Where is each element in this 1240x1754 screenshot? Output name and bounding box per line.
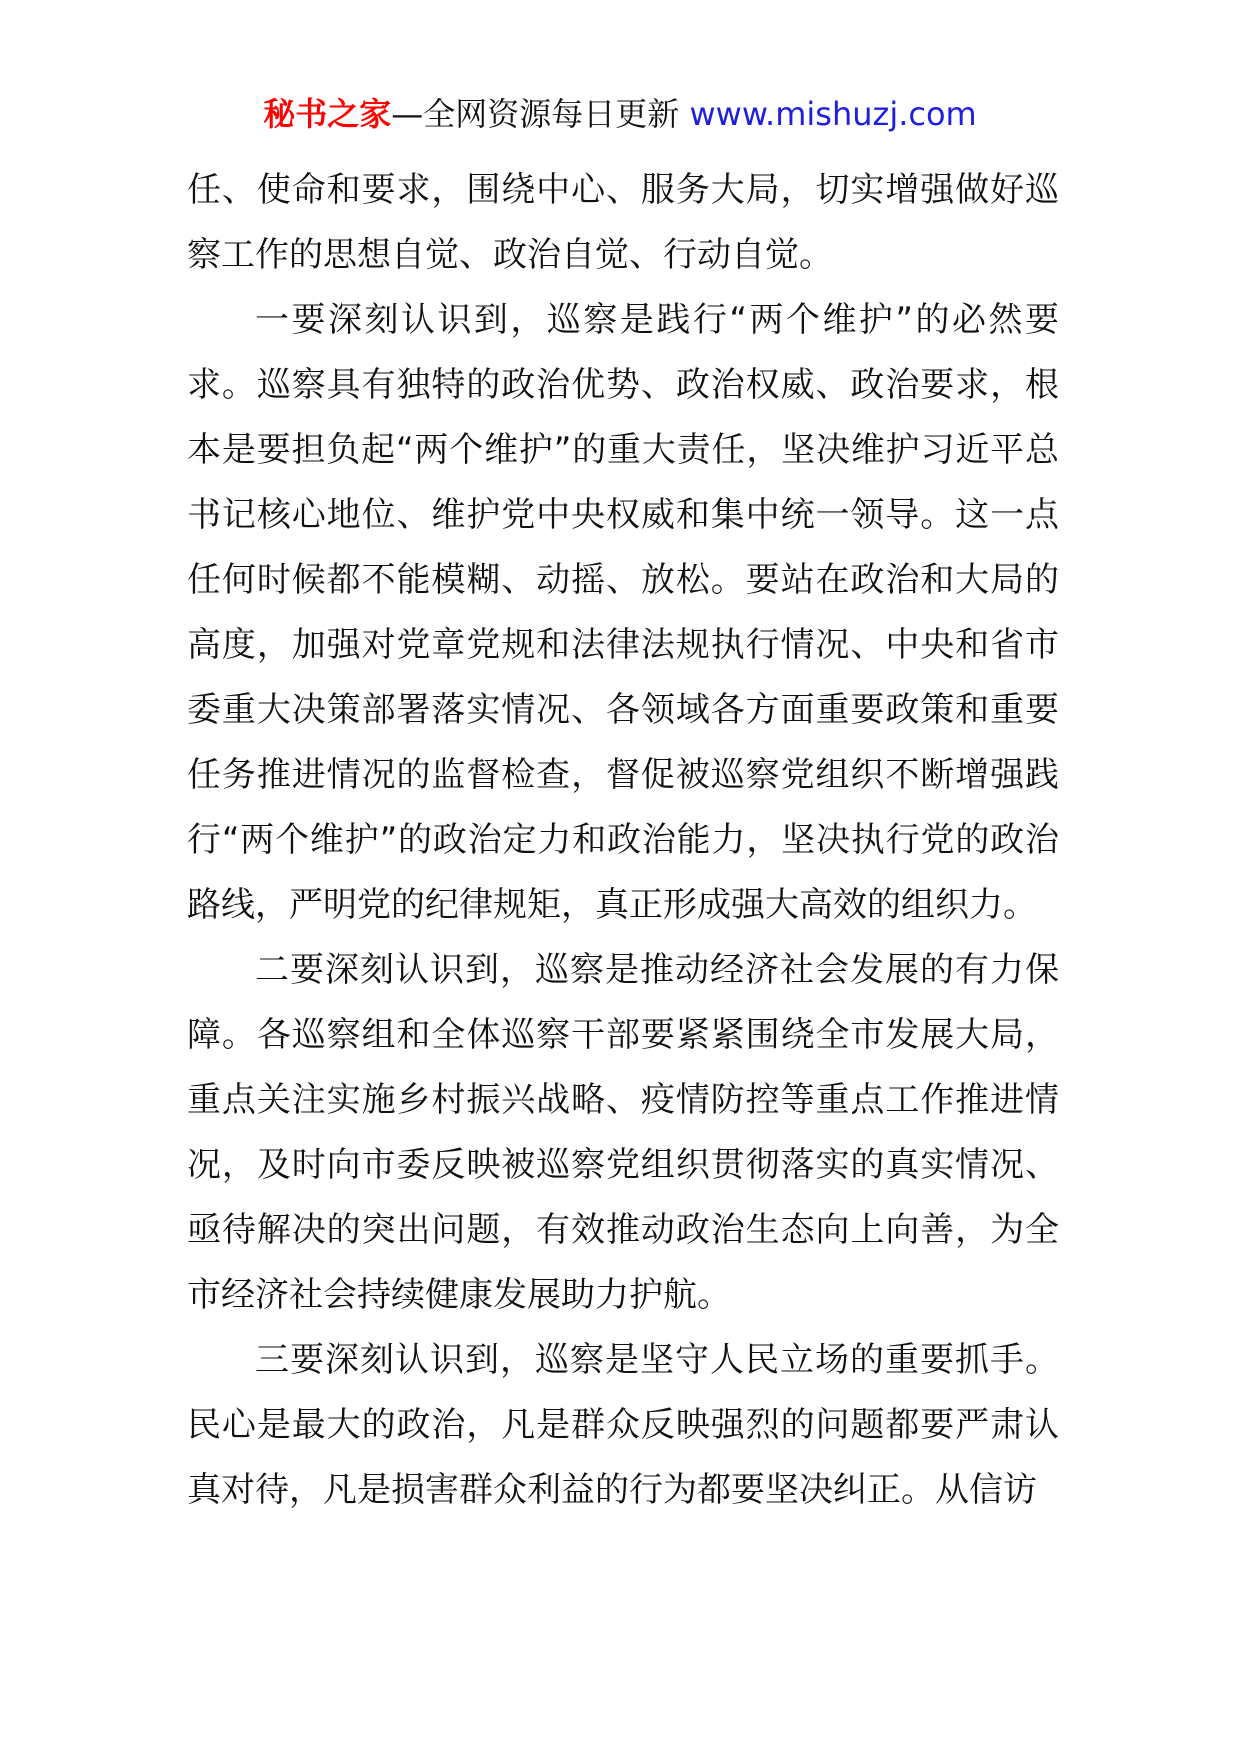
site-header — [0, 92, 1240, 136]
site-brand: 秘书之家 — [263, 95, 392, 133]
paragraph-continuation: 任、使命和要求，围绕中心、服务大局，切实增强做好巡察工作的思想自觉、政治自觉、行动自觉。 — [187, 170, 1059, 275]
site-url[interactable]: www.mishuzj.com — [689, 95, 977, 133]
paragraph-point-two: 二要深刻认识到，巡察是推动经济社会发展的有力保障。各巡察组和全体巡察干部要紧紧围绕全市发展大局，重点关注实施乡村振兴战略、疫情防控等重点工作推进情况，及时向市委反映被巡察党组织贯彻落实的真实情况、亟待解决的突出问题，有效推动政治生态向上向善，为全市经济社会持续健康发展助力护航。 — [187, 950, 1059, 1315]
paragraph-point-one: 一要深刻认识到，巡察是践行“两个维护”的必然要求。巡察具有独特的政治优势、政治权威、政治要求，根本是要担负起“两个维护”的重大责任，坚决维护习近平总书记核心地位、维护党中央权威和集中统一领导。这一点任何时候都不能模糊、动摇、放松。要站在政治和大局的高度，加强对党章党规和法律法规执行情况、中央和省市委重大决策部署落实情况、各领域各方面重要政策和重要任务推进情况的监督检查，督促被巡察党组织不断增强践行“两个维护”的政治定力和政治能力，坚决执行党的政治路线，严明党的纪律规矩，真正形成强大高效的组织力。 — [187, 300, 1059, 925]
document-body — [187, 158, 1059, 1523]
site-tagline: —全网资源每日更新 — [391, 95, 690, 133]
paragraph-point-three: 三要深刻认识到，巡察是坚守人民立场的重要抓手。民心是最大的政治，凡是群众反映强烈的问题都要严肃认真对待，凡是损害群众利益的行为都要坚决纠正。从信访 — [187, 1340, 1059, 1510]
